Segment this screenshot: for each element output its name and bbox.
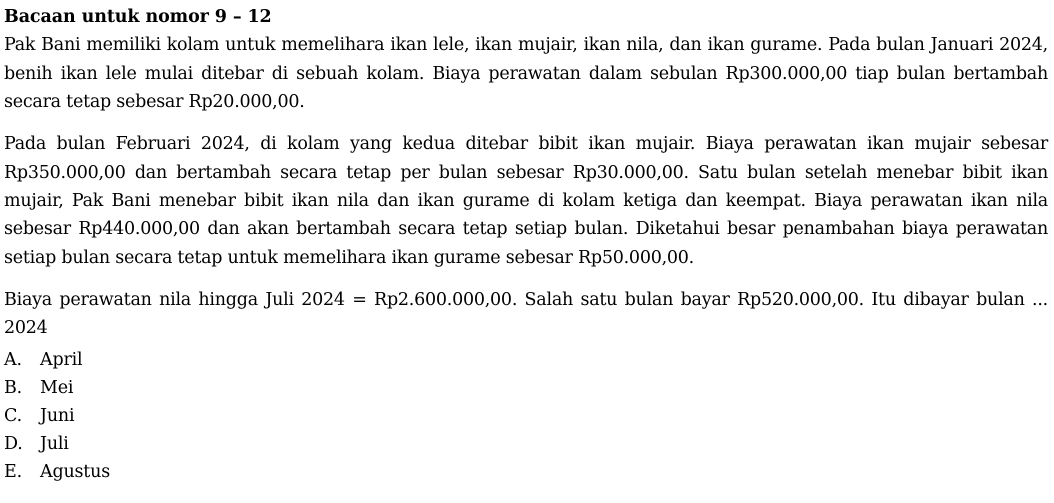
- option-c[interactable]: [4, 402, 1048, 430]
- paragraph-spacer: [4, 272, 1048, 286]
- option-letter: E.: [4, 462, 22, 483]
- option-b[interactable]: [4, 374, 1048, 402]
- option-label: Juli: [40, 434, 69, 455]
- option-a[interactable]: [4, 346, 1048, 374]
- option-letter: D.: [4, 434, 23, 455]
- option-letter: C.: [4, 406, 22, 427]
- option-label: Juni: [40, 406, 75, 427]
- passage-paragraph-2: Pada bulan Februari 2024, di kolam yang kedua ditebar bibit ikan mujair. Biaya perawatan ikan mujair sebesar Rp350.000,00 dan bertambah secara tetap per bulan sebesar Rp30.000,00. Satu bulan setelah menebar bibit ikan mujair, Pak Bani menebar bibit ikan nila dan ikan gurame di kolam ketiga dan keempat. Biaya perawatan ikan nila sebesar Rp440.000,00 dan akan bertambah secara tetap setiap bulan. Diketahui besar penambahan biaya perawatan setiap bulan secara tetap untuk memelihara ikan gurame sebesar Rp50.000,00.: [4, 134, 1048, 268]
- option-d[interactable]: [4, 430, 1048, 458]
- option-e[interactable]: [4, 458, 1048, 486]
- option-letter: B.: [4, 377, 23, 398]
- page-title: Bacaan untuk nomor 9 – 12: [4, 7, 272, 27]
- paragraph-spacer: [4, 116, 1048, 130]
- option-label: April: [40, 349, 83, 370]
- answer-options: [4, 346, 1048, 487]
- option-label: Agustus: [40, 462, 110, 483]
- option-label: Mei: [40, 377, 74, 398]
- passage-paragraph-1: Pak Bani memiliki kolam untuk memelihara ikan lele, ikan mujair, ikan nila, dan ikan gurame. Pada bulan Januari 2024, benih ikan lele mulai ditebar di sebuah kolam. Biaya perawatan dalam sebulan Rp300.000,00 tiap bulan bertambah secara tetap sebesar Rp20.000,00.: [4, 35, 1048, 112]
- option-letter: A.: [4, 349, 22, 370]
- question-text: Biaya perawatan nila hingga Juli 2024 = Rp2.600.000,00. Salah satu bulan bayar Rp520.000,00. Itu dibayar bulan ... 2024: [4, 290, 1048, 339]
